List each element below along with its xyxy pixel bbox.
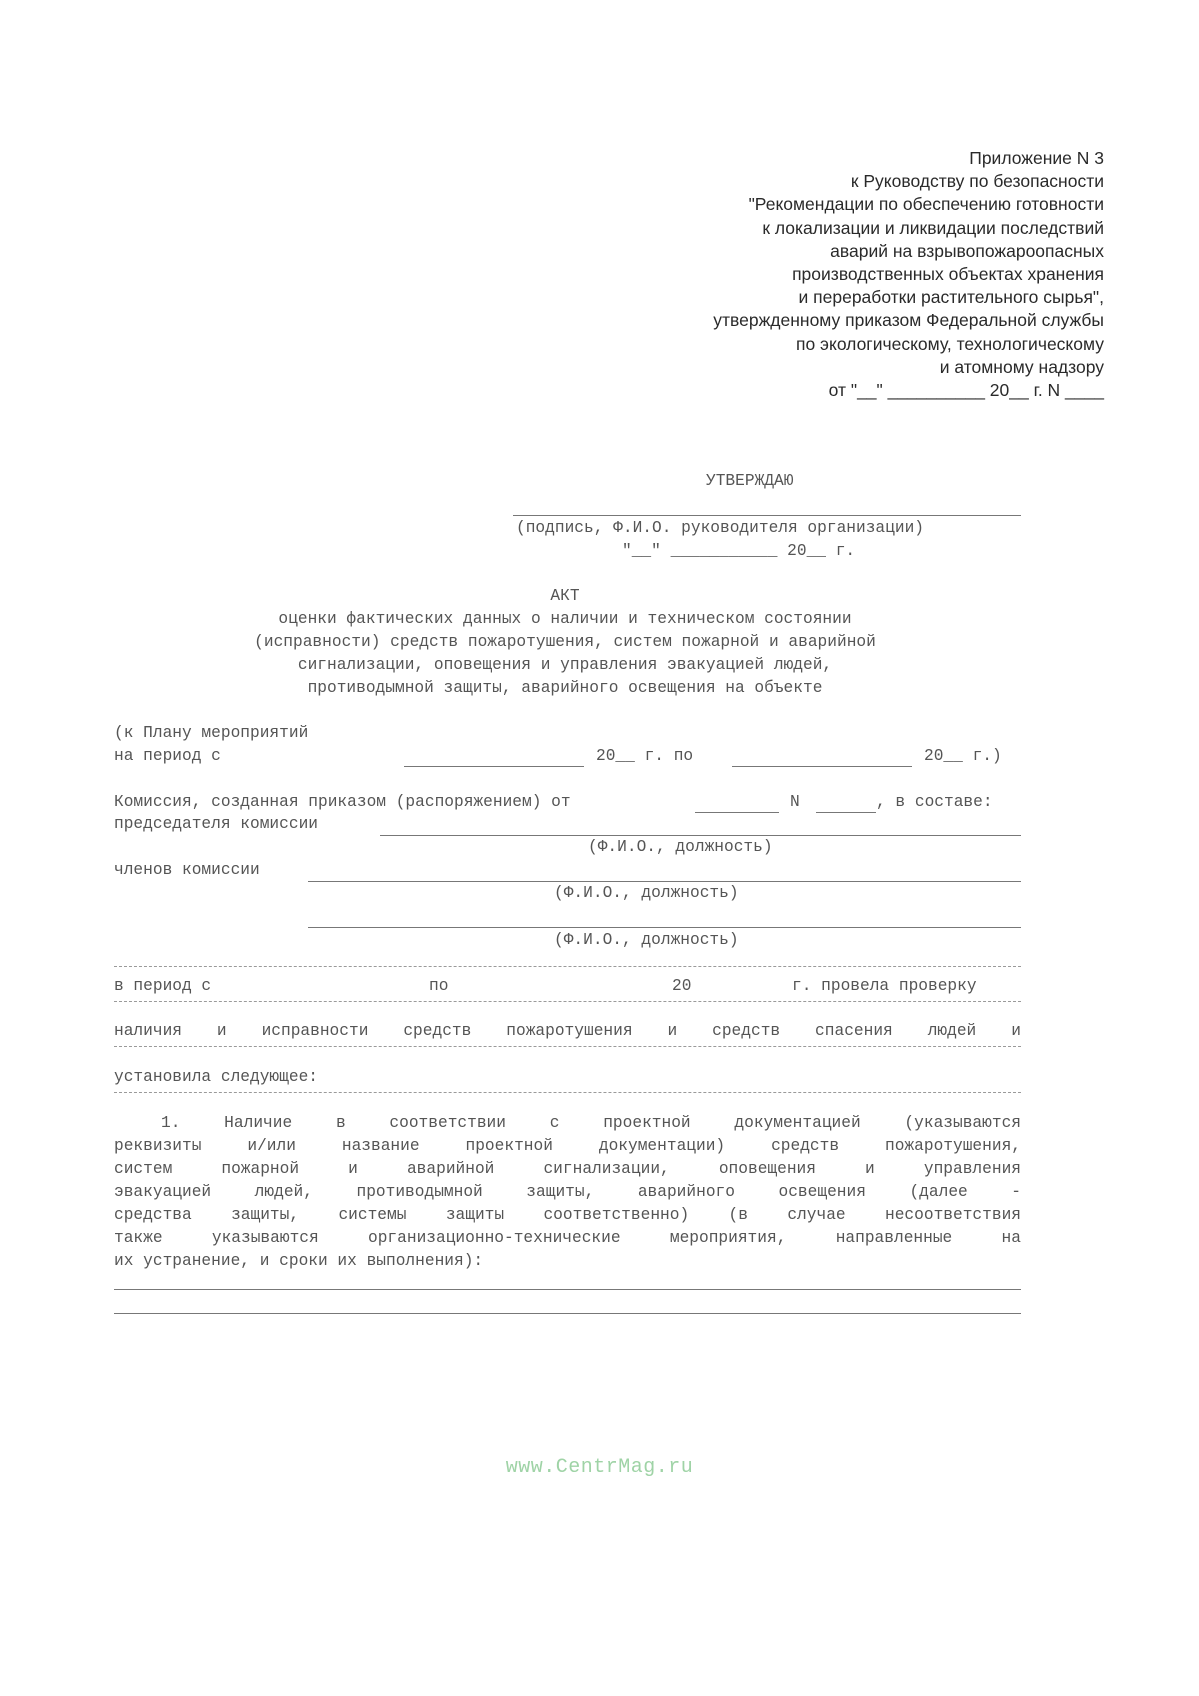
watermark: www.CentrMag.ru bbox=[505, 1456, 694, 1479]
paragraph-line: их устранение, и сроки их выполнения): bbox=[114, 1252, 484, 1270]
paragraph-line: эвакуацией людей, противодымной защиты, аварийного освещения (далее - bbox=[114, 1183, 1021, 1201]
member-line bbox=[308, 927, 1021, 928]
commission-order-label: Комиссия, созданная приказом (распоряжением) от bbox=[114, 793, 571, 811]
paragraph-line: систем пожарной и аварийной сигнализации, оповещения и управления bbox=[114, 1160, 1021, 1178]
approval-caption: (подпись, Ф.И.О. руководителя организации) bbox=[516, 519, 924, 537]
act-subtitle-line: противодымной защиты, аварийного освещения на объекте bbox=[307, 679, 823, 697]
paragraph-line: 1. Наличие в соответствии с проектной документацией (указываются bbox=[161, 1114, 1021, 1132]
separator-line bbox=[114, 1001, 1021, 1002]
appendix-line: Приложение N 3 bbox=[969, 148, 1104, 168]
commission-composition-label: , в составе: bbox=[876, 793, 993, 811]
paragraph-line: реквизиты и/или название проектной документации) средств пожаротушения, bbox=[114, 1137, 1021, 1155]
paragraph-1 bbox=[114, 1112, 1021, 1273]
plan-to-date-line bbox=[732, 766, 912, 767]
separator-line bbox=[114, 1046, 1021, 1047]
act-subtitle-line: сигнализации, оповещения и управления эвакуацией людей, bbox=[297, 656, 833, 674]
subject-word: спасения bbox=[815, 1022, 893, 1040]
order-date-line bbox=[695, 812, 779, 813]
fio-caption: (Ф.И.О., должность) bbox=[554, 884, 739, 902]
subject-word: средств bbox=[712, 1022, 781, 1040]
approval-signature-line bbox=[513, 515, 1021, 516]
plan-label: (к Плану мероприятий bbox=[114, 724, 309, 742]
paragraph-line: средства защиты, системы защиты соответственно) (в случае несоответствия bbox=[114, 1206, 1021, 1224]
appendix-date-line: от "__" __________ 20__ г. N ____ bbox=[828, 380, 1104, 401]
paragraph-line: также указываются организационно-технические мероприятия, направленные на bbox=[114, 1229, 1021, 1247]
check-subject-line bbox=[114, 1020, 1021, 1043]
appendix-header bbox=[504, 147, 1104, 402]
subject-word: и bbox=[667, 1022, 678, 1040]
appendix-line: по экологическому, технологическому bbox=[795, 333, 1104, 354]
established-label: установила следующее: bbox=[114, 1068, 318, 1086]
check-conducted-label: г. провела проверку bbox=[792, 977, 977, 995]
plan-to-year: 20__ г.) bbox=[924, 747, 1002, 765]
appendix-line: к локализации и ликвидации последствий bbox=[762, 217, 1104, 238]
subject-word: исправности bbox=[261, 1022, 369, 1040]
order-number-line bbox=[816, 812, 876, 813]
separator-line bbox=[114, 966, 1021, 967]
separator-line bbox=[114, 1092, 1021, 1093]
subject-word: пожаротушения bbox=[506, 1022, 633, 1040]
subject-word: и bbox=[216, 1022, 227, 1040]
subject-word: и bbox=[1011, 1022, 1021, 1040]
period-to-label: по bbox=[429, 977, 449, 995]
period-from-label: в период с bbox=[114, 977, 212, 995]
appendix-line: и атомному надзору bbox=[939, 356, 1104, 377]
approval-date: "__" ___________ 20__ г. bbox=[622, 542, 856, 560]
appendix-line: утвержденному приказом Федеральной службы bbox=[713, 310, 1104, 331]
act-title: АКТ bbox=[550, 587, 580, 605]
fio-caption: (Ф.И.О., должность) bbox=[554, 931, 739, 949]
answer-line bbox=[114, 1313, 1021, 1314]
fio-caption: (Ф.И.О., должность) bbox=[588, 838, 773, 856]
appendix-line: к Руководству по безопасности bbox=[850, 171, 1104, 192]
approval-title: УТВЕРЖДАЮ bbox=[706, 472, 794, 490]
order-number-label: N bbox=[790, 793, 800, 811]
plan-period-label: на период с bbox=[114, 747, 221, 765]
subject-word: людей bbox=[927, 1022, 977, 1040]
subject-word: наличия bbox=[114, 1022, 182, 1040]
appendix-line: аварий на взрывопожароопасных bbox=[830, 240, 1104, 261]
appendix-line: и переработки растительного сырья", bbox=[798, 287, 1104, 308]
subject-word: средств bbox=[403, 1022, 472, 1040]
period-year: 20 bbox=[672, 977, 692, 995]
plan-from-year: 20__ г. по bbox=[596, 747, 694, 765]
act-subtitle-line: оценки фактических данных о наличии и техническом состоянии bbox=[278, 610, 852, 628]
members-label: членов комиссии bbox=[114, 861, 260, 879]
answer-line bbox=[114, 1289, 1021, 1290]
plan-from-date-line bbox=[404, 766, 584, 767]
appendix-line: "Рекомендации по обеспечению готовности bbox=[748, 194, 1104, 215]
act-subtitle-line: (исправности) средств пожаротушения, систем пожарной и аварийной bbox=[254, 633, 876, 651]
appendix-line: производственных объектах хранения bbox=[792, 264, 1104, 285]
chair-label: председателя комиссии bbox=[114, 815, 318, 833]
